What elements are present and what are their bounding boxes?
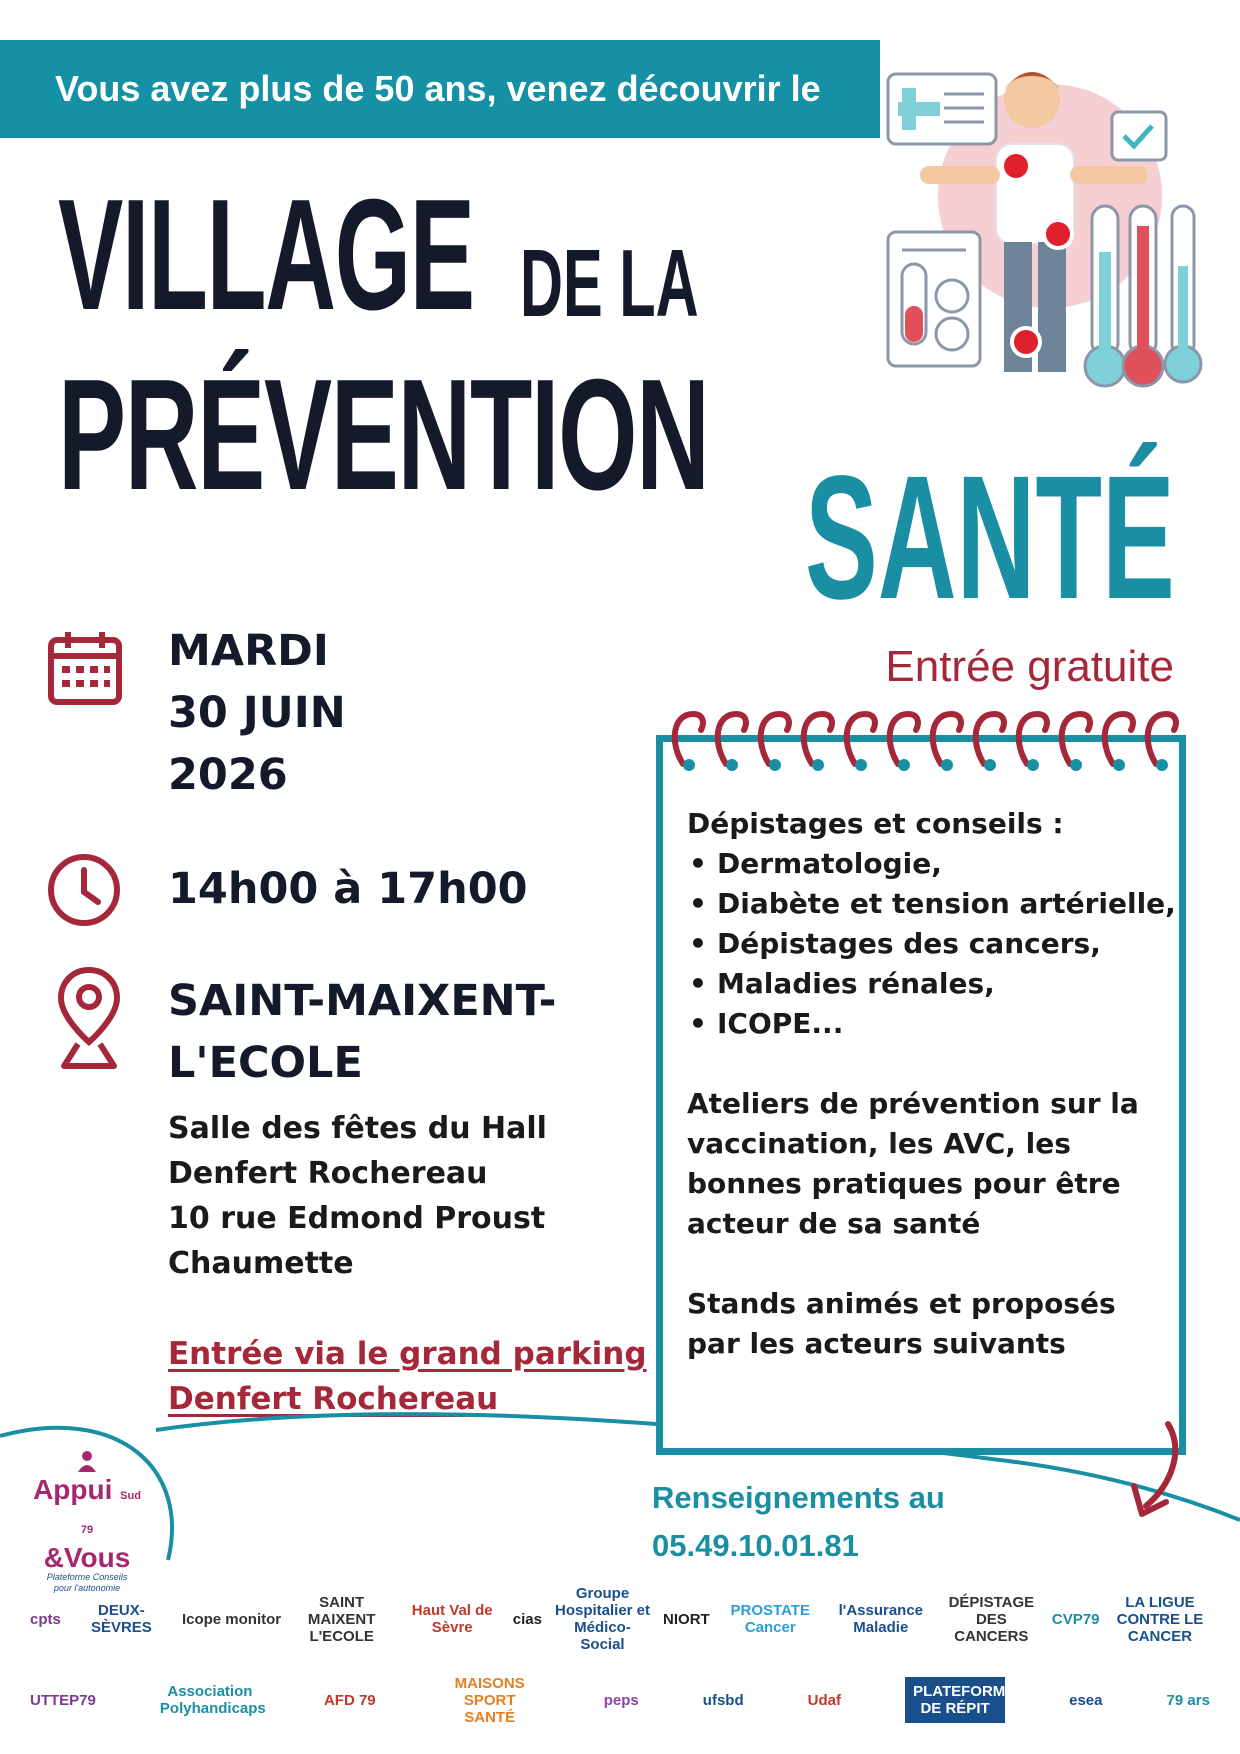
partner-logo: l'Assurance Maladie [838,1602,924,1636]
activities-notebook [656,735,1186,1455]
list-item: • Dermatologie, [687,844,1177,884]
spiral-binding [669,702,1179,782]
event-time: 14h00 à 17h00 [168,864,528,914]
venue-line: Denfert Rochereau [168,1156,488,1191]
list-item: • Maladies rénales, [687,964,1177,1004]
contact-label: Renseignements au [652,1480,945,1515]
partner-logos-row-2 [30,1665,1210,1735]
notebook-content [687,804,1177,1364]
contact-phone[interactable]: 05.49.10.01.81 [652,1528,859,1563]
partner-logo: Groupe Hospitalier et Médico-Social [554,1585,651,1653]
person-logo-icon [72,1450,102,1472]
list-item: • Diabète et tension artérielle, [687,884,1177,924]
partner-logo: SAINT MAIXENT L'ECOLE [307,1593,376,1645]
title-prevention: PRÉVENTION [58,347,709,523]
top-banner [0,40,880,138]
partner-logo: MAISONS SPORT SANTÉ [454,1674,525,1726]
partner-logo: CVP79 [1051,1610,1100,1628]
workshops-paragraph: Ateliers de prévention sur la vaccination, les AVC, les bonnes pratiques pour être acteur de sa santé [687,1087,1139,1240]
calendar-icon [46,630,124,708]
appui-tag-1: Plateforme Conseils [46,1572,128,1582]
title-de-la: DE LA [520,230,699,337]
city-line-1: SAINT-MAIXENT- [168,976,557,1026]
location-pin-icon [56,966,122,1070]
venue-line: Chaumette [168,1246,354,1281]
partner-logo: Icope monitor [181,1610,282,1628]
access-line-2: Denfert Rochereau [168,1381,499,1417]
title-village: VILLAGE [58,167,474,343]
partner-logo: DEUX-SÈVRES [90,1602,152,1636]
appui-et-vous-logo [28,1450,146,1594]
partner-logo: cpts [30,1610,61,1628]
partner-logo: Haut Val de Sèvre [411,1602,493,1636]
partner-logo: Udaf [807,1691,842,1709]
city-line-2: L'ECOLE [168,1038,363,1088]
stands-paragraph: Stands animés et proposés par les acteurs suivants [687,1287,1116,1360]
partner-logo: AFD 79 [323,1691,376,1709]
partner-logo: UTTEP79 [30,1691,96,1709]
venue-line: 10 rue Edmond Proust [168,1201,546,1236]
partner-logo: DÉPISTAGE DES CANCERS [948,1593,1035,1645]
arrow-down-icon [1120,1420,1190,1520]
partner-logo: peps [603,1691,639,1709]
event-city [168,970,557,1094]
title-sante: SANTÉ [805,440,1175,636]
event-date-day: 30 JUIN [168,688,346,738]
venue-line: Salle des fêtes du Hall [168,1111,547,1146]
partner-logo: LA LIGUE CONTRE LE CANCER [1116,1593,1204,1645]
event-date [168,620,346,806]
partner-logo: PLATEFORME DE RÉPIT [905,1677,1005,1723]
screening-heading: Dépistages et conseils : [687,807,1064,840]
clock-icon [46,852,122,928]
access-line-1: Entrée via le grand parking [168,1336,647,1372]
partner-logo: cias [512,1610,542,1628]
appui-tag-2: pour l'autonomie [53,1583,121,1593]
partner-logos-row-1 [30,1584,1210,1654]
partner-logo: 79 ars [1166,1691,1210,1709]
partner-logo: ufsbd [702,1691,744,1709]
partner-logo: Association Polyhandicaps [159,1683,266,1717]
banner-text: Vous avez plus de 50 ans, venez découvrir le [55,68,821,109]
screening-list [687,844,1177,1044]
venue-address [168,1106,547,1286]
partner-logo: NIORT [663,1610,710,1628]
parking-access-link[interactable] [168,1332,647,1422]
appui-line-2: &Vous [43,1542,131,1573]
list-item: • ICOPE... [687,1004,1177,1044]
appui-line-1: Appui [33,1474,113,1505]
appui-sub: Sud 79 [80,1490,141,1536]
health-illustration [880,66,1210,396]
free-entry-label: Entrée gratuite [885,642,1174,691]
event-day: MARDI [168,626,329,676]
partner-logo: esea [1069,1691,1103,1709]
list-item: • Dépistages des cancers, [687,924,1177,964]
event-year: 2026 [168,750,288,800]
contact-info [652,1474,945,1570]
partner-logo: PROSTATE Cancer [730,1602,810,1636]
